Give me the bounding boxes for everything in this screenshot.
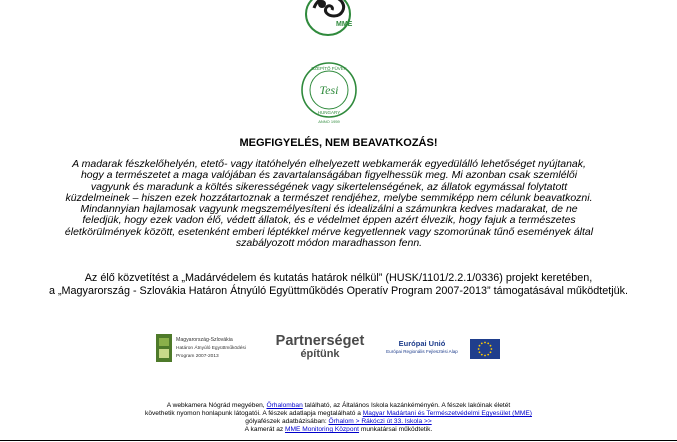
disclaimer-line: A madarak fészkelőhelyén, etető- vagy itatóhelyén elhelyezett webkamerák egyedülálló lehetőséget nyújtanak, (72, 158, 586, 170)
disclaimer-text (40, 159, 618, 249)
tesi-seal-logo (300, 60, 358, 124)
husk-line-2: Határon Átnyúló Együttműködési (176, 346, 246, 351)
slogan-line-1: Partnerséget (275, 333, 365, 349)
footer-text: munkatársai működtetik. (359, 426, 433, 434)
disclaimer-line: küzdelmeinek – hiszen ezek hozzátartoznak a természet rendjéhez, melybe semmiképp nem célunk beavatkozni. (65, 191, 593, 204)
project-line: Az élő közvetítést a „Madárvédelem és kutatás határok nélkül” (HUSK/1101/2.2.1/0336) projekt keretében, (84, 272, 593, 284)
seal-bottom-text: HUNGARY (317, 110, 341, 115)
disclaimer-line: hogy a természetet a maga valójában és zavartalanságában figyelhessük meg. Mi azonban csak szemlélői (80, 169, 578, 182)
eu-logo (376, 339, 502, 365)
bottom-divider (0, 440, 677, 441)
disclaimer-line: szabályozott módon maradhasson fenn. (235, 237, 423, 250)
footer-line-2 (0, 410, 677, 418)
seal-year: ANNO 1959 (318, 119, 340, 124)
mme-logo-text: MME (336, 21, 353, 28)
footer-line-1 (0, 402, 677, 410)
husk-program-logo (156, 334, 262, 364)
project-line: a „Magyarország - Szlovákia Határon Átnyúló Együttműködés Operatív Program 2007-2013” támogatásával működtetjük. (48, 284, 629, 297)
disclaimer-line: feledjük, hogy ezek vadon élő, védett állatok, és e védelmet éppen azért élvezik, hogy fajuk a természetes (82, 214, 576, 227)
husk-line-1: Magyarország-Szlovákia (176, 337, 233, 343)
orhalom-link[interactable]: Őrhalomban (266, 402, 303, 409)
seal-top-text: SZÉPÍTŐ FÜVEK (311, 66, 347, 71)
seal-center-text: Tesi (319, 83, 339, 97)
footer-text: A kamerát az (244, 426, 285, 434)
monitoring-center-link[interactable]: MME Monitoring Központ (284, 426, 360, 434)
mme-link[interactable]: Magyar Madártani és Természetvédelmi Egyesület (MME) (362, 410, 532, 418)
eu-name: Európai Unió (398, 339, 446, 348)
eu-fund-name: Európai Regionális Fejlesztési Alap (386, 349, 458, 354)
footer-line-4 (0, 426, 677, 434)
disclaimer-line: életkörülmények között, esetenként emberi léptékkel mérve kegyetlennek vagy szomorúnak tűnő események által (64, 225, 594, 238)
footer-text: A webkamera Nógrád megyében, (166, 402, 267, 409)
slogan-line-2: építünk (300, 348, 340, 360)
page-heading: MEGFIGYELÉS, NEM BEAVATKOZÁS! (239, 137, 438, 149)
partnership-slogan (274, 335, 366, 361)
footer-line-3 (0, 418, 677, 426)
husk-line-3: Program 2007-2013 (176, 354, 219, 359)
nest-database-link[interactable]: Őrhalom > Rákóczi út 33. Iskola >> (328, 418, 432, 426)
disclaimer-line: vagyunk és maradunk a költés sikerességének vagy sikertelenségének, az állatok egymással folytatott (90, 180, 568, 193)
partner-logos (0, 334, 677, 366)
footer-text: gólyafészek adatbázisában: (245, 418, 329, 426)
disclaimer-line: Mindannyian hajlamosak vagyunk megszemélyesíteni és idealizálni a számunkra kedves madarakat, de ne (80, 203, 578, 216)
eu-flag-icon (470, 339, 500, 359)
mme-logo (302, 0, 354, 38)
project-info (0, 272, 677, 297)
footer (0, 402, 677, 434)
footer-text: követhetik nyomon honlapunk látogatói. A fészek adatlapja megtalálható a (145, 410, 363, 418)
footer-text: található, az Általános Iskola kazánkéményén. A fészek lakóinak életét (302, 402, 511, 409)
